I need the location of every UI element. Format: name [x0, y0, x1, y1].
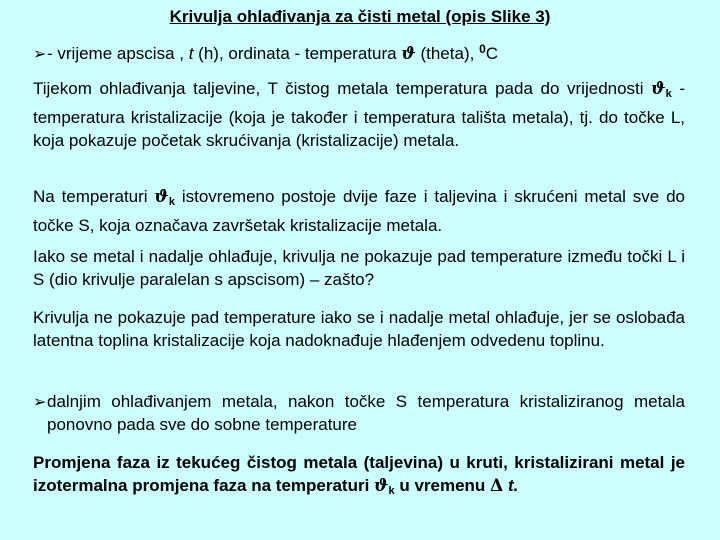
paragraph-cooling: Tijekom ohlađivanja taljevine, T čistog metala temperatura pada do vrijednosti $ϑ_k$ - temperatura kristalizacije (koja je također i temperatura tališta metala), tj. do točke L, koja pokazuje početak skrućivanja (kristalizacije) metala. [33, 79, 686, 150]
paragraph-summary: Promjena faza iz tekućeg čistog metala (taljevina) u kruti, kristalizirani metal je izotermalna promjena faza na temperaturi $ϑ_k$ u vremenu Δ t. [33, 453, 685, 497]
page-title: Krivulja ohlađivanja za čisti metal (opis Slike 3) [169, 7, 551, 26]
paragraph-two-phases: Na temperaturi $ϑ_k$ istovremeno postoje dvije faze i taljevina i skrućeni metal sve do točke S, koja označava završetak kristalizacije metala. [33, 187, 685, 235]
bullet-axes [33, 38, 685, 66]
arrow-bullet-icon: ➢ [33, 394, 47, 411]
arrow-bullet-icon: ➢ [33, 46, 47, 63]
bullet-further-cooling-text: dalnjim ohlađivanjem metala, nakon točke S temperatura kristaliziranog metala ponovno pada sve do sobne temperature [47, 392, 685, 434]
paragraph-question: Iako se metal i nadalje ohlađuje, krivulja ne pokazuje pad temperature između točki L i S (dio krivulje paralelan s apscisom) – zašto? [33, 247, 685, 289]
paragraph-answer: Krivulja ne pokazuje pad temperature iako se i nadalje metal ohlađuje, jer se oslobađa latentna toplina kristalizacije koja nadoknađuje hlađenjem odvedenu toplinu. [33, 308, 685, 350]
bullet-further-cooling [33, 390, 685, 436]
bullet-axes-text: - vrijeme apscisa , t (h), ordinata - temperatura ϑ (theta), $^0$C [47, 42, 499, 64]
